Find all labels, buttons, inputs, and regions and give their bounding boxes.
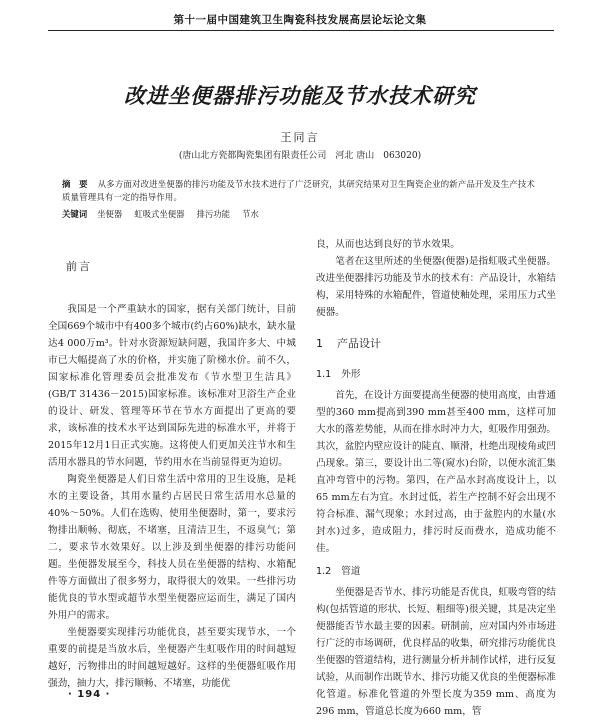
body-paragraph: 良，从而也达到良好的节水效果。 — [316, 239, 460, 250]
subsection-title: 外形 — [341, 369, 361, 380]
keyword: 排污功能 — [196, 209, 230, 219]
section-heading — [316, 335, 556, 352]
preface-heading: 前言 — [66, 260, 92, 273]
body-paragraph: 我国是一个严重缺水的国家，据有关部门统计，目前全国669个城市中有400多个城市(约占60%)缺水，缺水量达4 000万m³。针对水资源短缺问题，我国许多大、中城市已大幅提高了水的价格，并实施了阶梯水价。前不久，国家标准化管理委员会批准发布《节水型卫生洁具》(GB/T 31436－2015)国家标准。该标准对卫浴生产企业的设计、研发、管理等环节在节水方面提出了更高的要求，该标准的技术水平达到国际先进的标准水平，并将于2015年12月1日正式实施。这将使人们更加关注节水和生活用水器具的节水问题，节约用水在当前显得更为迫切。 — [48, 304, 296, 468]
body-paragraph: 坐便器是否节水、排污功能是否优良，虹吸弯管的结构(包括管道的形状、长短、粗细等)很关键，其是决定坐便器能否节水最主要的因素。研制前，应对国内外市场进行广泛的市场调研，优良样品的收集，研究排污功能优良坐便器的管道结构，进行测量分析并制作试样，进行反复试验，从而制作出既节水、排污功能又优良的坐便器标准化管道。标准化管道的外型长度为359 mm、高度为296 mm，管道总长度为660 mm，管 — [316, 587, 556, 717]
body-paragraph: 坐便器要实现排污功能优良，甚至要实现节水，一个重要的前提是当放水后，坐便器产生虹吸作用的时间越短越好，污物排出的时间越短越好。这样的坐便器虹吸作用强劲，抽力大，排污顺畅、不堵塞，功能优 — [48, 627, 296, 689]
keyword: 节水 — [242, 209, 259, 219]
left-column — [48, 232, 296, 692]
keyword: 坐便器 — [97, 209, 123, 219]
subsection-title: 管道 — [341, 566, 361, 577]
body-paragraph: 陶瓷坐便器是人们日常生活中常用的卫生设施，是耗水的主要设备，其用水量约占居民日常生活用水总量的40%～50%。人们在选购、使用坐便器时，第一，要求污物排出顺畅、彻底，不堵塞，且清洁卫生，不返臭气；第二，要求节水效果好。以上涉及到坐便器的排污功能问题。坐便器发展至今，科技人员在坐便器的结构、水箱配件等方面做出了很多努力，取得很大的效果。一些排污功能优良的节水型或超节水型坐便器应运而生，满足了国内外用户的需求。 — [48, 474, 296, 621]
abstract-label: 摘 要 — [62, 179, 88, 189]
section-title: 产品设计 — [337, 337, 381, 350]
page-number: · 194 · — [68, 689, 111, 700]
subsection-heading — [316, 563, 556, 580]
right-column — [316, 236, 556, 720]
author: 王同言 — [280, 131, 320, 144]
subsection-number: 1.1 — [316, 369, 332, 380]
subsection-number: 1.2 — [316, 566, 332, 577]
affiliation: (唐山北方瓷都陶瓷集团有限责任公司 河北 唐山 063020) — [178, 151, 422, 161]
running-header: 第十一届中国建筑卫生陶瓷科技发展高层论坛论文集 — [173, 14, 427, 26]
article-title: 改进坐便器排污功能及节水技术研究 — [124, 84, 476, 108]
keywords — [62, 208, 540, 221]
abstract-text: 从多方面对改进坐便器的排污功能及节水技术进行了广泛研究，其研究结果对卫生陶瓷企业的新产品开发及生产技术质量管理具有一定的指导作用。 — [62, 179, 536, 202]
abstract — [62, 178, 540, 204]
section-number: 1 — [316, 337, 323, 350]
body-paragraph: 笔者在这里所述的坐便器(便器)是指虹吸式坐便器。改进坐便器排污功能及节水的技术有：产品设计，水箱结构，采用特殊的水箱配件，管道使釉处理，采用压力式坐便器。 — [316, 256, 556, 318]
body-paragraph: 首先，在设计方面要提高坐便器的使用高度，由普通型的360 mm提高到390 mm甚至400 mm，这样可加大水的落差势能，从而在排水时冲力大，虹吸作用强劲。其次，盆腔内壁应设计的陡直、顺滑，杜绝出现棱角或凹凸现象。第三，要设计出二等(窥水)台阶，以便水流汇集直冲弯管中的污物。第四，在产品水封高度设计上，以65 mm左右为宜。水封过低，若生产控制不好会出现不符合标准、漏气现象；水封过高，由于盆腔内的水量(水封水)过多，造成阻力，排污时反而费水，造成功能不佳。 — [316, 390, 556, 554]
keyword: 虹吸式坐便器 — [134, 209, 185, 219]
keywords-label: 关键词 — [62, 209, 88, 219]
subsection-heading — [316, 366, 556, 383]
header-rule — [48, 30, 554, 31]
